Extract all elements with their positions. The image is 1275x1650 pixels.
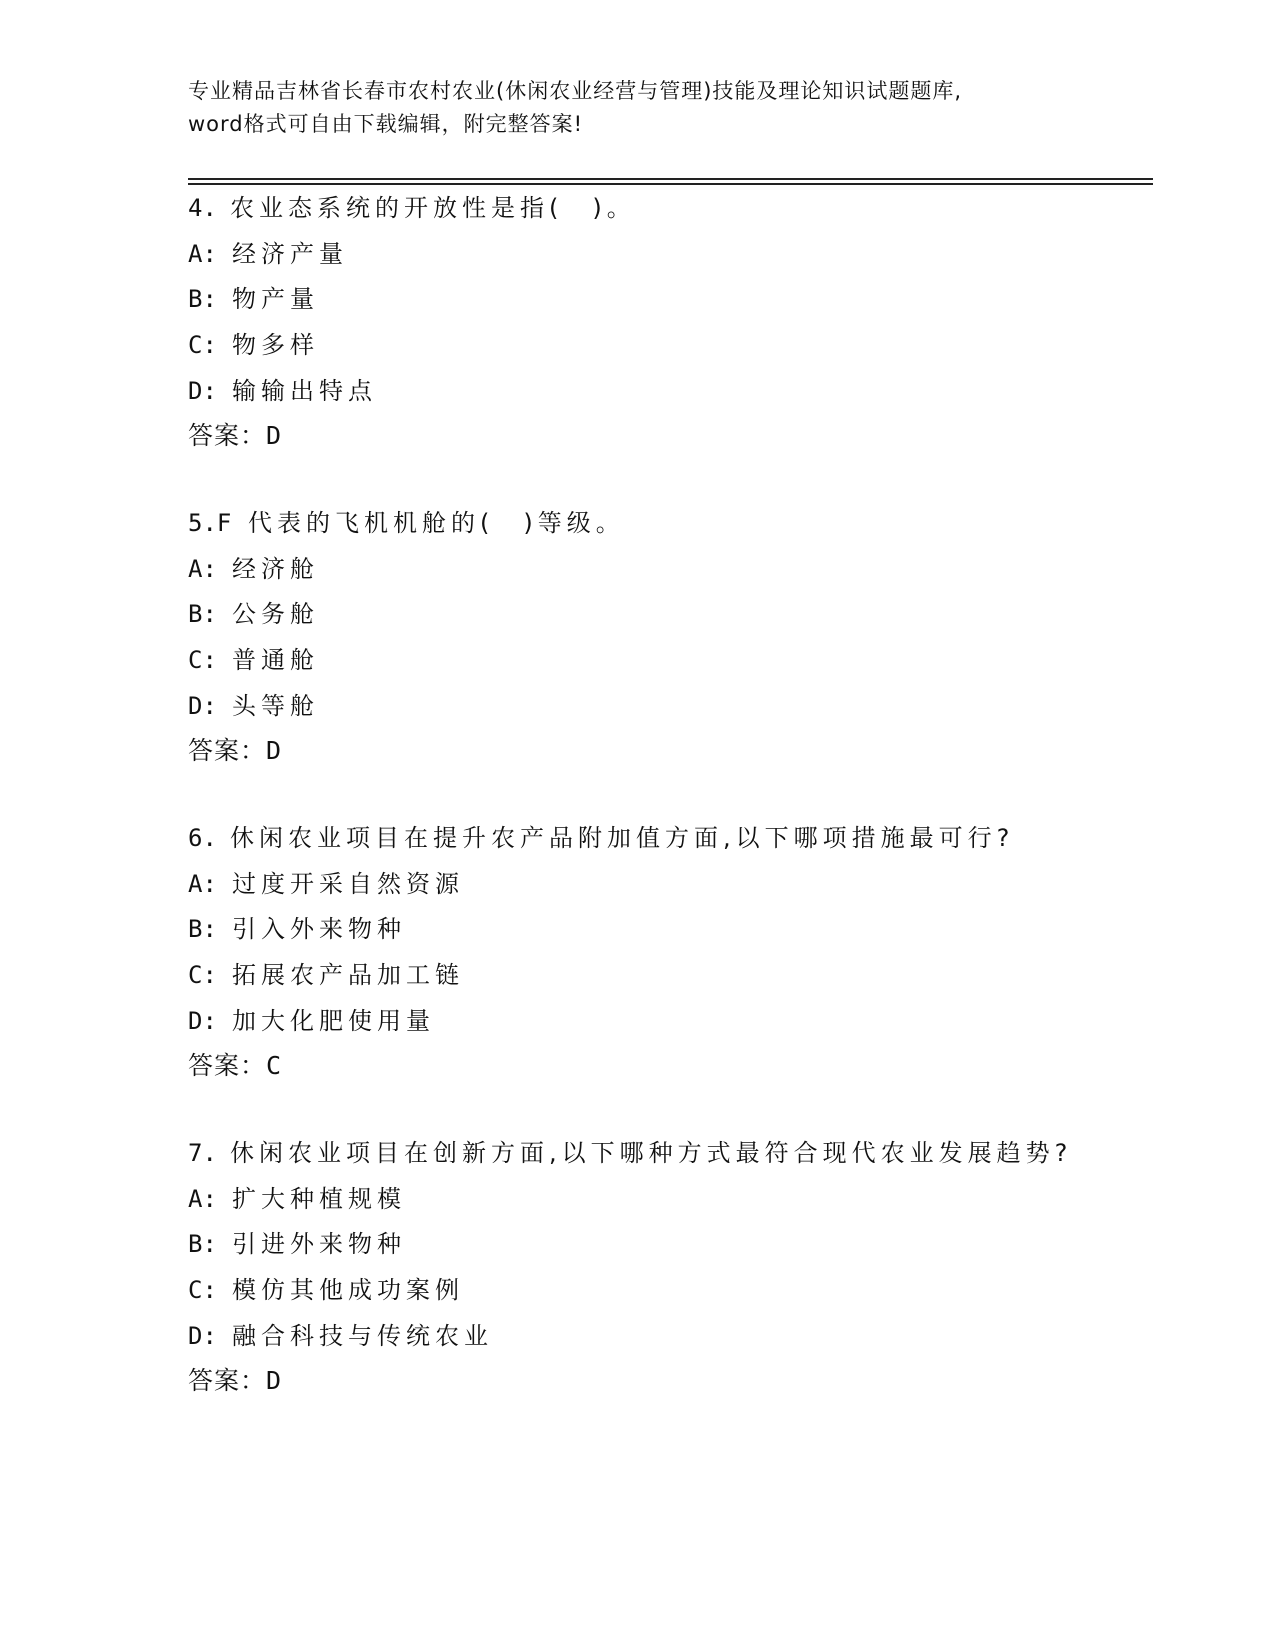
- answer-value: D: [266, 736, 283, 766]
- option-letter: C:: [188, 1276, 217, 1305]
- answer-label: 答案：: [188, 1366, 267, 1396]
- option-text: 引入外来物种: [232, 915, 406, 944]
- option-letter: C:: [188, 961, 217, 990]
- option-text: 物产量: [232, 285, 319, 314]
- question-text: 农业态系统的开放性是指( )。: [230, 194, 636, 222]
- answer-line: [188, 1046, 1148, 1092]
- question-number: 7.: [188, 1139, 217, 1167]
- option-d: [188, 686, 1148, 732]
- option-text: 引进外来物种: [232, 1230, 406, 1259]
- option-text: 融合科技与传统农业: [232, 1321, 493, 1350]
- option-letter: B:: [188, 1230, 217, 1259]
- option-text: 拓展农产品加工链: [232, 961, 464, 990]
- option-letter: B:: [188, 600, 217, 629]
- option-text: 输输出特点: [232, 376, 377, 405]
- option-b: [188, 909, 1148, 955]
- option-text: 公务舱: [232, 600, 319, 629]
- header-title-line-2: word格式可自由下载编辑，附完整答案!: [188, 112, 584, 136]
- answer-value: C: [266, 1051, 283, 1081]
- option-b: [188, 279, 1148, 325]
- question-7: [188, 1133, 1148, 1407]
- question-5: [188, 503, 1148, 777]
- option-letter: A:: [188, 239, 217, 268]
- option-letter: A:: [188, 1184, 217, 1213]
- question-text: 代表的飞机机舱的( )等级。: [248, 509, 625, 537]
- option-text: 经济舱: [232, 554, 319, 583]
- header-title-line-1: 专业精品吉林省长春市农村农业(休闲农业经营与管理)技能及理论知识试题题库,: [188, 79, 963, 103]
- answer-label: 答案：: [188, 736, 267, 766]
- answer-value: D: [266, 421, 283, 451]
- option-letter: A:: [188, 554, 217, 583]
- question-4: [188, 188, 1148, 462]
- question-number: 4.: [188, 194, 217, 222]
- option-letter: C:: [188, 646, 217, 675]
- option-text: 普通舱: [232, 646, 319, 675]
- header-divider-bottom: [188, 183, 1153, 185]
- option-letter: B:: [188, 285, 217, 314]
- option-letter: D:: [188, 691, 217, 720]
- question-text: 休闲农业项目在创新方面,以下哪种方式最符合现代农业发展趋势?: [230, 1139, 1073, 1167]
- option-c: [188, 955, 1148, 1001]
- option-letter: C:: [188, 331, 217, 360]
- header-divider-top: [188, 178, 1153, 180]
- option-text: 头等舱: [232, 691, 319, 720]
- question-number: 6.: [188, 824, 217, 852]
- option-a: [188, 234, 1148, 280]
- question-6: [188, 818, 1148, 1092]
- option-letter: D:: [188, 1006, 217, 1035]
- option-letter: D:: [188, 1321, 217, 1350]
- question-stem: [188, 188, 1148, 234]
- document-header: [188, 75, 1088, 141]
- option-d: [188, 371, 1148, 417]
- option-text: 加大化肥使用量: [232, 1006, 435, 1035]
- answer-line: [188, 731, 1148, 777]
- question-stem: [188, 1133, 1148, 1179]
- option-a: [188, 549, 1148, 595]
- answer-label: 答案：: [188, 1051, 267, 1081]
- question-number: 5.F: [188, 509, 232, 537]
- option-c: [188, 640, 1148, 686]
- question-stem: [188, 818, 1148, 864]
- answer-line: [188, 1361, 1148, 1407]
- option-letter: A:: [188, 869, 217, 898]
- option-a: [188, 864, 1148, 910]
- option-c: [188, 325, 1148, 371]
- option-b: [188, 594, 1148, 640]
- option-text: 扩大种植规模: [232, 1184, 406, 1213]
- option-letter: B:: [188, 915, 217, 944]
- option-text: 经济产量: [232, 239, 348, 268]
- answer-label: 答案：: [188, 421, 267, 451]
- answer-value: D: [266, 1366, 283, 1396]
- question-stem: [188, 503, 1148, 549]
- option-d: [188, 1316, 1148, 1362]
- option-letter: D:: [188, 376, 217, 405]
- option-text: 过度开采自然资源: [232, 869, 464, 898]
- question-text: 休闲农业项目在提升农产品附加值方面,以下哪项措施最可行?: [230, 824, 1015, 852]
- option-b: [188, 1224, 1148, 1270]
- option-d: [188, 1001, 1148, 1047]
- option-c: [188, 1270, 1148, 1316]
- option-text: 模仿其他成功案例: [232, 1276, 464, 1305]
- answer-line: [188, 416, 1148, 462]
- option-a: [188, 1179, 1148, 1225]
- option-text: 物多样: [232, 331, 319, 360]
